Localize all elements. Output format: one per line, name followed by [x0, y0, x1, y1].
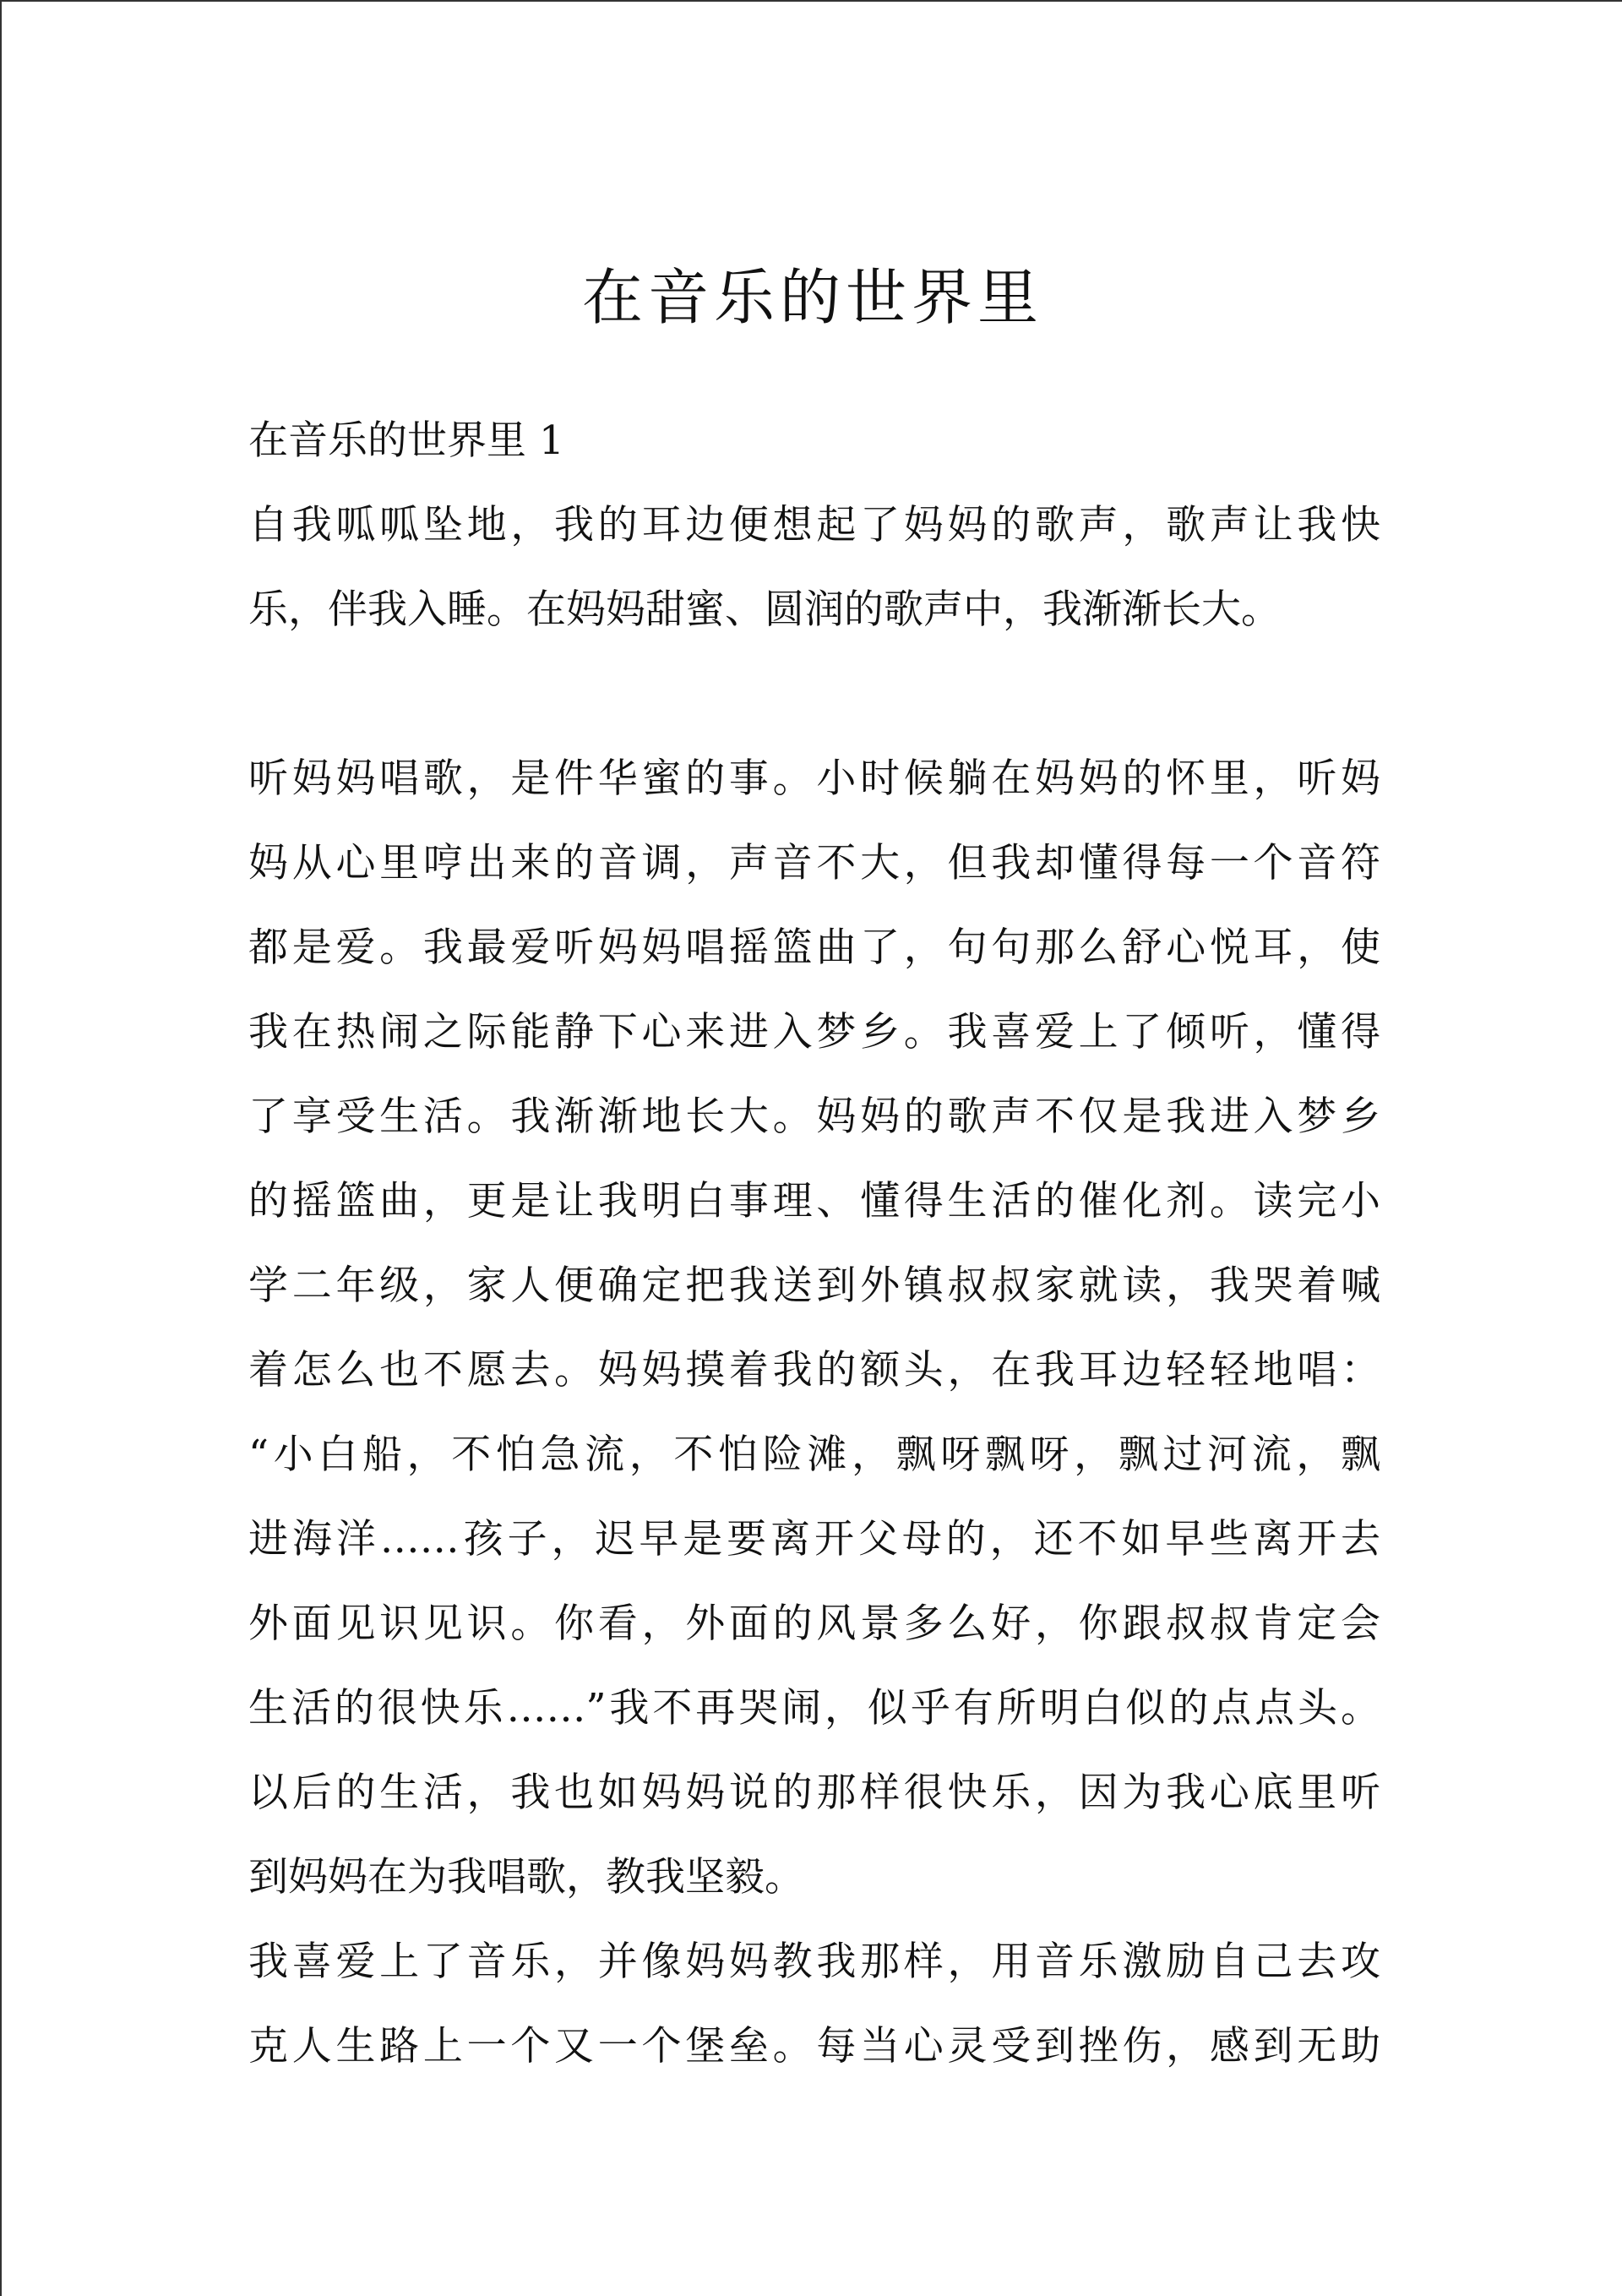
text-line: 外面见识见识。你看，外面的风景多么好，你跟叔叔肯定会 [248, 1601, 1380, 1647]
section-subtitle: 在音乐的世界里 1 [248, 417, 564, 464]
text-line: “小白船，不怕急流，不怕险滩，飘呀飘呀，飘过河流，飘 [248, 1432, 1380, 1478]
text-line: 着怎么也不愿去。妈妈摸着我的额头，在我耳边轻轻地唱： [248, 1347, 1380, 1393]
text-line: 我在热闹之际能静下心来进入梦乡。我喜爱上了倾听，懂得 [248, 1009, 1380, 1055]
text-line: 进海洋……孩子，迟早是要离开父母的，还不如早些离开去 [248, 1516, 1380, 1562]
page-title: 在音乐的世界里 [581, 262, 1043, 333]
text-line: 了享受生活。我渐渐地长大。妈妈的歌声不仅是我进入梦乡 [248, 1093, 1380, 1140]
text-line: 到妈妈在为我唱歌，教我坚毅。 [248, 1854, 804, 1901]
text-line: 自我呱呱坠地，我的耳边便想起了妈妈的歌声，歌声让我快 [248, 502, 1380, 548]
text-line: 克人生路上一个又一个堡垒。每当心灵受到挫伤，感到无助 [248, 2023, 1380, 2070]
text-line: 以后的生活，我也如妈妈说的那样很快乐，因为我心底里听 [248, 1770, 1380, 1816]
text-line: 的摇篮曲，更是让我明白事理、懂得生活的催化剂。读完小 [248, 1178, 1380, 1224]
text-line: 都是爱。我最爱听妈妈唱摇篮曲了，句句那么舒心悦耳，使 [248, 924, 1380, 971]
paragraph-3 [248, 1920, 1380, 2089]
text-line: 乐，伴我入睡。在妈妈甜蜜、圆润的歌声中，我渐渐长大。 [248, 586, 1281, 633]
text-line: 我喜爱上了音乐，并像妈妈教我那样，用音乐激励自己去攻 [248, 1939, 1380, 1985]
text-line: 生活的很快乐……”我不再哭闹，似乎有所明白似的点点头。 [248, 1685, 1380, 1732]
paragraph-1 [248, 483, 1380, 652]
paragraph-2 [248, 737, 1380, 1920]
document-body [248, 399, 1380, 2089]
text-line: 听妈妈唱歌，是件华蜜的事。小时候躺在妈妈的怀里，听妈 [248, 755, 1380, 802]
text-line: 学二年级，家人便确定把我送到外镇叔叔家就读，我哭着喊 [248, 1263, 1380, 1309]
paragraph-spacer [248, 652, 1380, 737]
text-line: 妈从心里哼出来的音调，声音不大，但我却懂得每一个音符 [248, 840, 1380, 886]
